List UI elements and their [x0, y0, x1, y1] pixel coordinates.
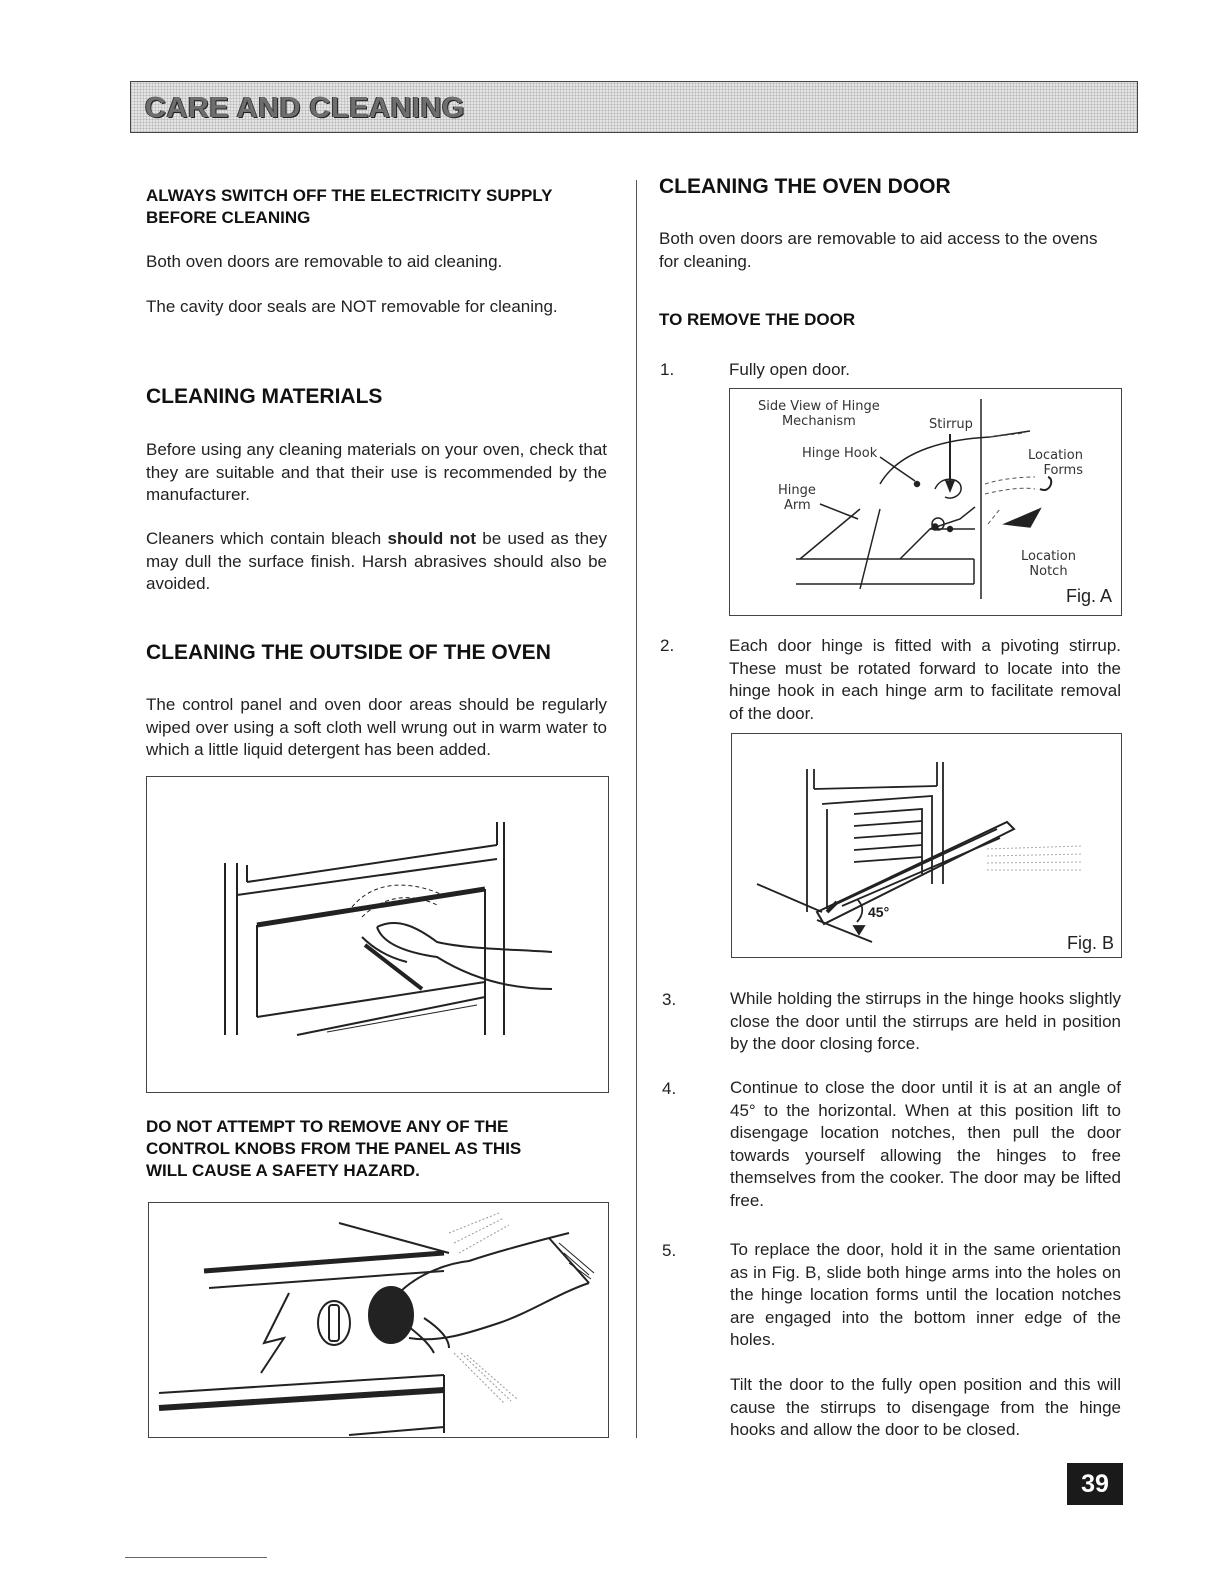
location-notch-label: Location Notch — [1021, 549, 1076, 579]
oven-door-paragraph: Both oven doors are removable to aid access to the ovens for cleaning. — [659, 229, 1098, 271]
figure-a-hinge-mechanism — [729, 388, 1122, 616]
hinge-hook-label: Hinge Hook — [802, 446, 878, 461]
door-at-45-degrees-drawing — [732, 734, 1121, 957]
oven-door-heading: CLEANING THE OVEN DOOR — [659, 175, 951, 198]
outside-oven-heading: CLEANING THE OUTSIDE OF THE OVEN — [146, 641, 551, 664]
step-4-text: Continue to close the door until it is at an angle of 45° to the horizontal. When at this position lift to disengage location notches, then pull the door towards yourself allowing the hinges to free themselves from the cooker. The door may be lifted free. — [730, 1078, 1121, 1210]
cleaning-materials-heading: CLEANING MATERIALS — [146, 385, 383, 408]
knobs-warning — [146, 1116, 616, 1182]
location-forms-label: Location Forms — [1028, 448, 1083, 478]
electricity-warning-line-2: BEFORE CLEANING — [146, 208, 311, 227]
angle-45-label: 45° — [868, 904, 890, 920]
figure-b-door-angle — [731, 733, 1122, 958]
section-banner — [130, 81, 1138, 133]
footer-rule — [125, 1557, 267, 1558]
step-4-number: 4. — [662, 1079, 677, 1098]
figure-a-label: Fig. A — [1066, 586, 1113, 606]
step-5-number: 5. — [662, 1241, 677, 1260]
control-knob-illustration — [148, 1202, 609, 1438]
knobs-warning-line-3: WILL CAUSE A SAFETY HAZARD. — [146, 1161, 420, 1180]
knob-hand-drawing — [149, 1203, 608, 1437]
hinge-arm-label: Hinge Arm — [778, 483, 816, 513]
step-1-text: Fully open door. — [729, 360, 850, 379]
seals-text: The cavity door seals are NOT removable for cleaning. — [146, 297, 558, 316]
remove-door-heading: TO REMOVE THE DOOR — [659, 310, 856, 329]
figure-b-label: Fig. B — [1067, 933, 1115, 953]
outside-oven-paragraph: The control panel and oven door areas should be regularly wiped over using a soft cloth well wrung out in warm water to which a little liquid detergent has been added. — [146, 695, 607, 759]
cleaning-materials-paragraph: Before using any cleaning materials on your oven, check that they are suitable and that their use is recommended by the manufacturer. — [146, 440, 607, 504]
column-divider — [636, 180, 637, 1438]
step-3-text: While holding the stirrups in the hinge hooks slightly close the door until the stirrups are held in position by the door closing force. — [730, 989, 1121, 1053]
step-1-number: 1. — [660, 360, 675, 379]
wiping-door-illustration — [146, 776, 609, 1093]
page-number: 39 — [1067, 1463, 1123, 1505]
bleach-paragraph: Cleaners which contain bleach should not be used as they may dull the surface finish. Harsh abrasives should also be avoided. — [146, 529, 607, 593]
wiping-hand-drawing — [147, 777, 608, 1092]
step-2-text: Each door hinge is fitted with a pivoting stirrup. These must be rotated forward to locate into the hinge hook in each hinge arm to facilitate removal of the door. — [729, 636, 1121, 723]
step-5-text: To replace the door, hold it in the same orientation as in Fig. B, slide both hinge arms into the holes on the hinge location forms until the location notches are engaged into the bottom inner edge of the holes. — [730, 1240, 1121, 1349]
figure-a-title: Side View of Hinge Mechanism — [758, 399, 880, 429]
electricity-warning-line-1: ALWAYS SWITCH OFF THE ELECTRICITY SUPPLY — [146, 186, 553, 205]
step-2-number: 2. — [660, 636, 675, 655]
electricity-warning — [146, 185, 616, 229]
stirrup-label: Stirrup — [929, 417, 973, 432]
tilt-door-paragraph: Tilt the door to the fully open position and this will cause the stirrups to disengage from the hinge hooks and allow the door to be closed. — [730, 1375, 1121, 1439]
step-3-number: 3. — [662, 990, 677, 1009]
knobs-warning-line-1: DO NOT ATTEMPT TO REMOVE ANY OF THE — [146, 1117, 509, 1136]
section-title: CARE AND CLEANING — [145, 92, 465, 124]
knobs-warning-line-2: CONTROL KNOBS FROM THE PANEL AS THIS — [146, 1139, 522, 1158]
doors-removable-text: Both oven doors are removable to aid cleaning. — [146, 252, 503, 271]
should-not-emphasis: should not — [387, 529, 476, 548]
